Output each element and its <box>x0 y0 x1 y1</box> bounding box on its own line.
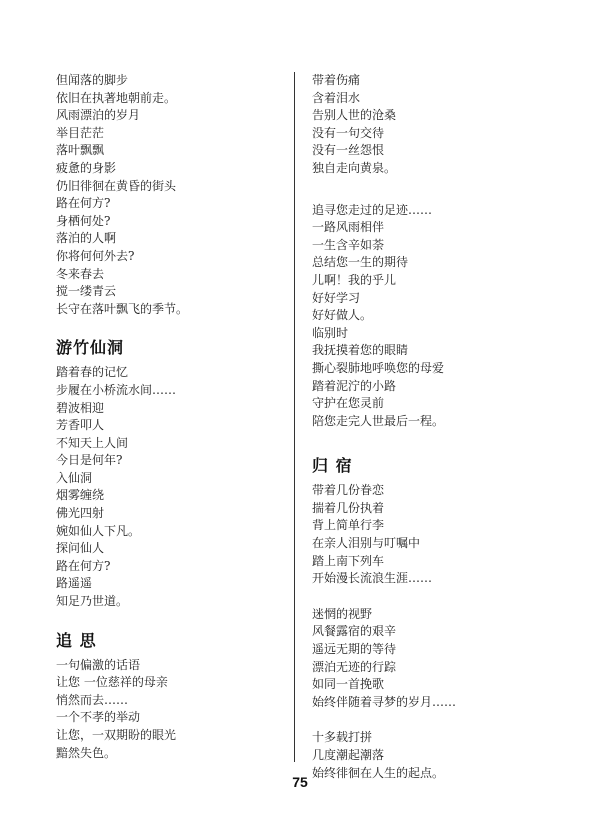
poem-line: 撕心裂肺地呼唤您的母爱 <box>312 360 445 375</box>
poem-line: 一路风雨相伴 <box>312 220 385 235</box>
poem-line: 没有一句交待 <box>312 125 385 140</box>
poem-line: 搅一缕青云 <box>56 284 117 299</box>
poem-line: 风餐露宿的艰辛 <box>312 624 397 639</box>
poem-line: 身栖何处? <box>56 213 111 228</box>
stanza <box>312 606 547 712</box>
poem-line: 一个不孝的举动 <box>56 710 141 725</box>
stanza <box>312 482 547 588</box>
poem-line: 始终伴随着寻梦的岁月…… <box>312 694 457 709</box>
poem-title: 追 思 <box>56 630 97 650</box>
poem-line: 十多载打拼 <box>312 730 373 745</box>
page-number: 75 <box>292 774 308 790</box>
poem-line: 我抚摸着您的眼睛 <box>312 343 409 358</box>
poem-line: 如同一首挽歌 <box>312 677 385 692</box>
left-column <box>56 72 291 762</box>
poem-line: 长守在落叶飘飞的季节。 <box>56 301 189 316</box>
poem-line: 落叶飘飘 <box>56 143 105 158</box>
poem-line: 踏着泥泞的小路 <box>312 378 397 393</box>
poem-body <box>56 364 291 610</box>
poem-line: 风雨漂泊的岁月 <box>56 108 141 123</box>
poem-line: 依旧在执著地朝前走。 <box>56 90 177 105</box>
stanza <box>312 202 547 431</box>
poem-line: 好好做人。 <box>312 308 373 323</box>
poem-body <box>56 657 291 763</box>
poem-line: 路遥遥 <box>56 576 93 591</box>
poem-line: 仍旧徘徊在黄昏的街头 <box>56 178 177 193</box>
poem-line: 举目茫茫 <box>56 125 105 140</box>
poem-line: 今日是何年? <box>56 453 123 468</box>
poem-line: 路在何方? <box>56 558 111 573</box>
poem-line: 婉如仙人下凡。 <box>56 523 141 538</box>
poem-tail <box>56 72 291 318</box>
poem-line: 步履在小桥流水间…… <box>56 382 177 397</box>
poem-line: 佛光四射 <box>56 506 105 521</box>
poem-line: 但闻落的脚步 <box>56 73 129 87</box>
poem-line: 好好学习 <box>312 290 361 305</box>
poem-line: 入仙洞 <box>56 470 93 485</box>
column-divider <box>294 72 295 762</box>
poem-line: 总结您一生的期待 <box>312 255 409 270</box>
poem-line: 没有一丝怨恨 <box>312 143 385 158</box>
poem-line: 探问仙人 <box>56 541 105 556</box>
poem-line: 遥远无期的等待 <box>312 642 397 657</box>
poem-line: 背上简单行李 <box>312 518 385 533</box>
poem-line: 碧波相迎 <box>56 400 105 415</box>
poem-line: 让您 一位慈祥的母亲 <box>56 675 168 690</box>
poem-line: 告别人世的沧桑 <box>312 108 397 123</box>
poem-line: 揣着几份执着 <box>312 500 385 515</box>
poem-title: 归 宿 <box>312 456 353 476</box>
poem-line: 迷惘的视野 <box>312 606 373 621</box>
poem-line: 让您，一双期盼的眼光 <box>56 728 177 742</box>
poem-line: 疲惫的身影 <box>56 160 117 175</box>
poem-line: 追寻您走过的足迹…… <box>312 202 433 217</box>
poem-line: 芳香叩人 <box>56 418 105 433</box>
poem-line: 开始漫长流浪生涯…… <box>312 571 433 586</box>
poem-line: 冬来春去 <box>56 266 105 281</box>
poem-line: 儿啊！我的乎儿 <box>312 272 397 287</box>
poem-line: 带着伤痛 <box>312 73 361 87</box>
poem-line: 守护在您灵前 <box>312 396 385 411</box>
poem-line: 在亲人泪别与叮嘱中 <box>312 536 421 551</box>
poem-line: 路在何方? <box>56 196 111 211</box>
poem-line: 落泊的人啊 <box>56 231 117 246</box>
poem-line: 知足乃世道。 <box>56 594 129 609</box>
poem-line: 带着几份眷恋 <box>312 483 385 498</box>
poem-line: 始终徘徊在人生的起点。 <box>312 765 445 780</box>
poem-title: 游竹仙洞 <box>56 338 125 358</box>
poem-line: 你将何何外去? <box>56 248 135 263</box>
poem-line: 陪您走完人世最后一程。 <box>312 413 445 428</box>
poem-line: 一生含辛如荼 <box>312 237 385 252</box>
poem-line: 不知天上人间 <box>56 435 129 450</box>
poem-line: 临别时 <box>312 325 349 340</box>
poem-line: 几度潮起潮落 <box>312 748 385 762</box>
stanza <box>312 72 547 178</box>
poem-line: 黯然失色。 <box>56 745 117 760</box>
poem-line: 烟雾缠绕 <box>56 488 105 503</box>
poem-line: 含着泪水 <box>312 90 361 105</box>
poem-line: 悄然而去…… <box>56 692 129 707</box>
poem-line: 漂泊无迹的行踪 <box>312 659 397 674</box>
poem-line: 踏上南下列车 <box>312 553 385 568</box>
poem-line: 独自走向黄泉。 <box>312 160 397 175</box>
poem-line: 踏着春的记忆 <box>56 365 129 380</box>
poem-line: 一句偏激的话语 <box>56 657 141 672</box>
right-column <box>312 72 547 782</box>
